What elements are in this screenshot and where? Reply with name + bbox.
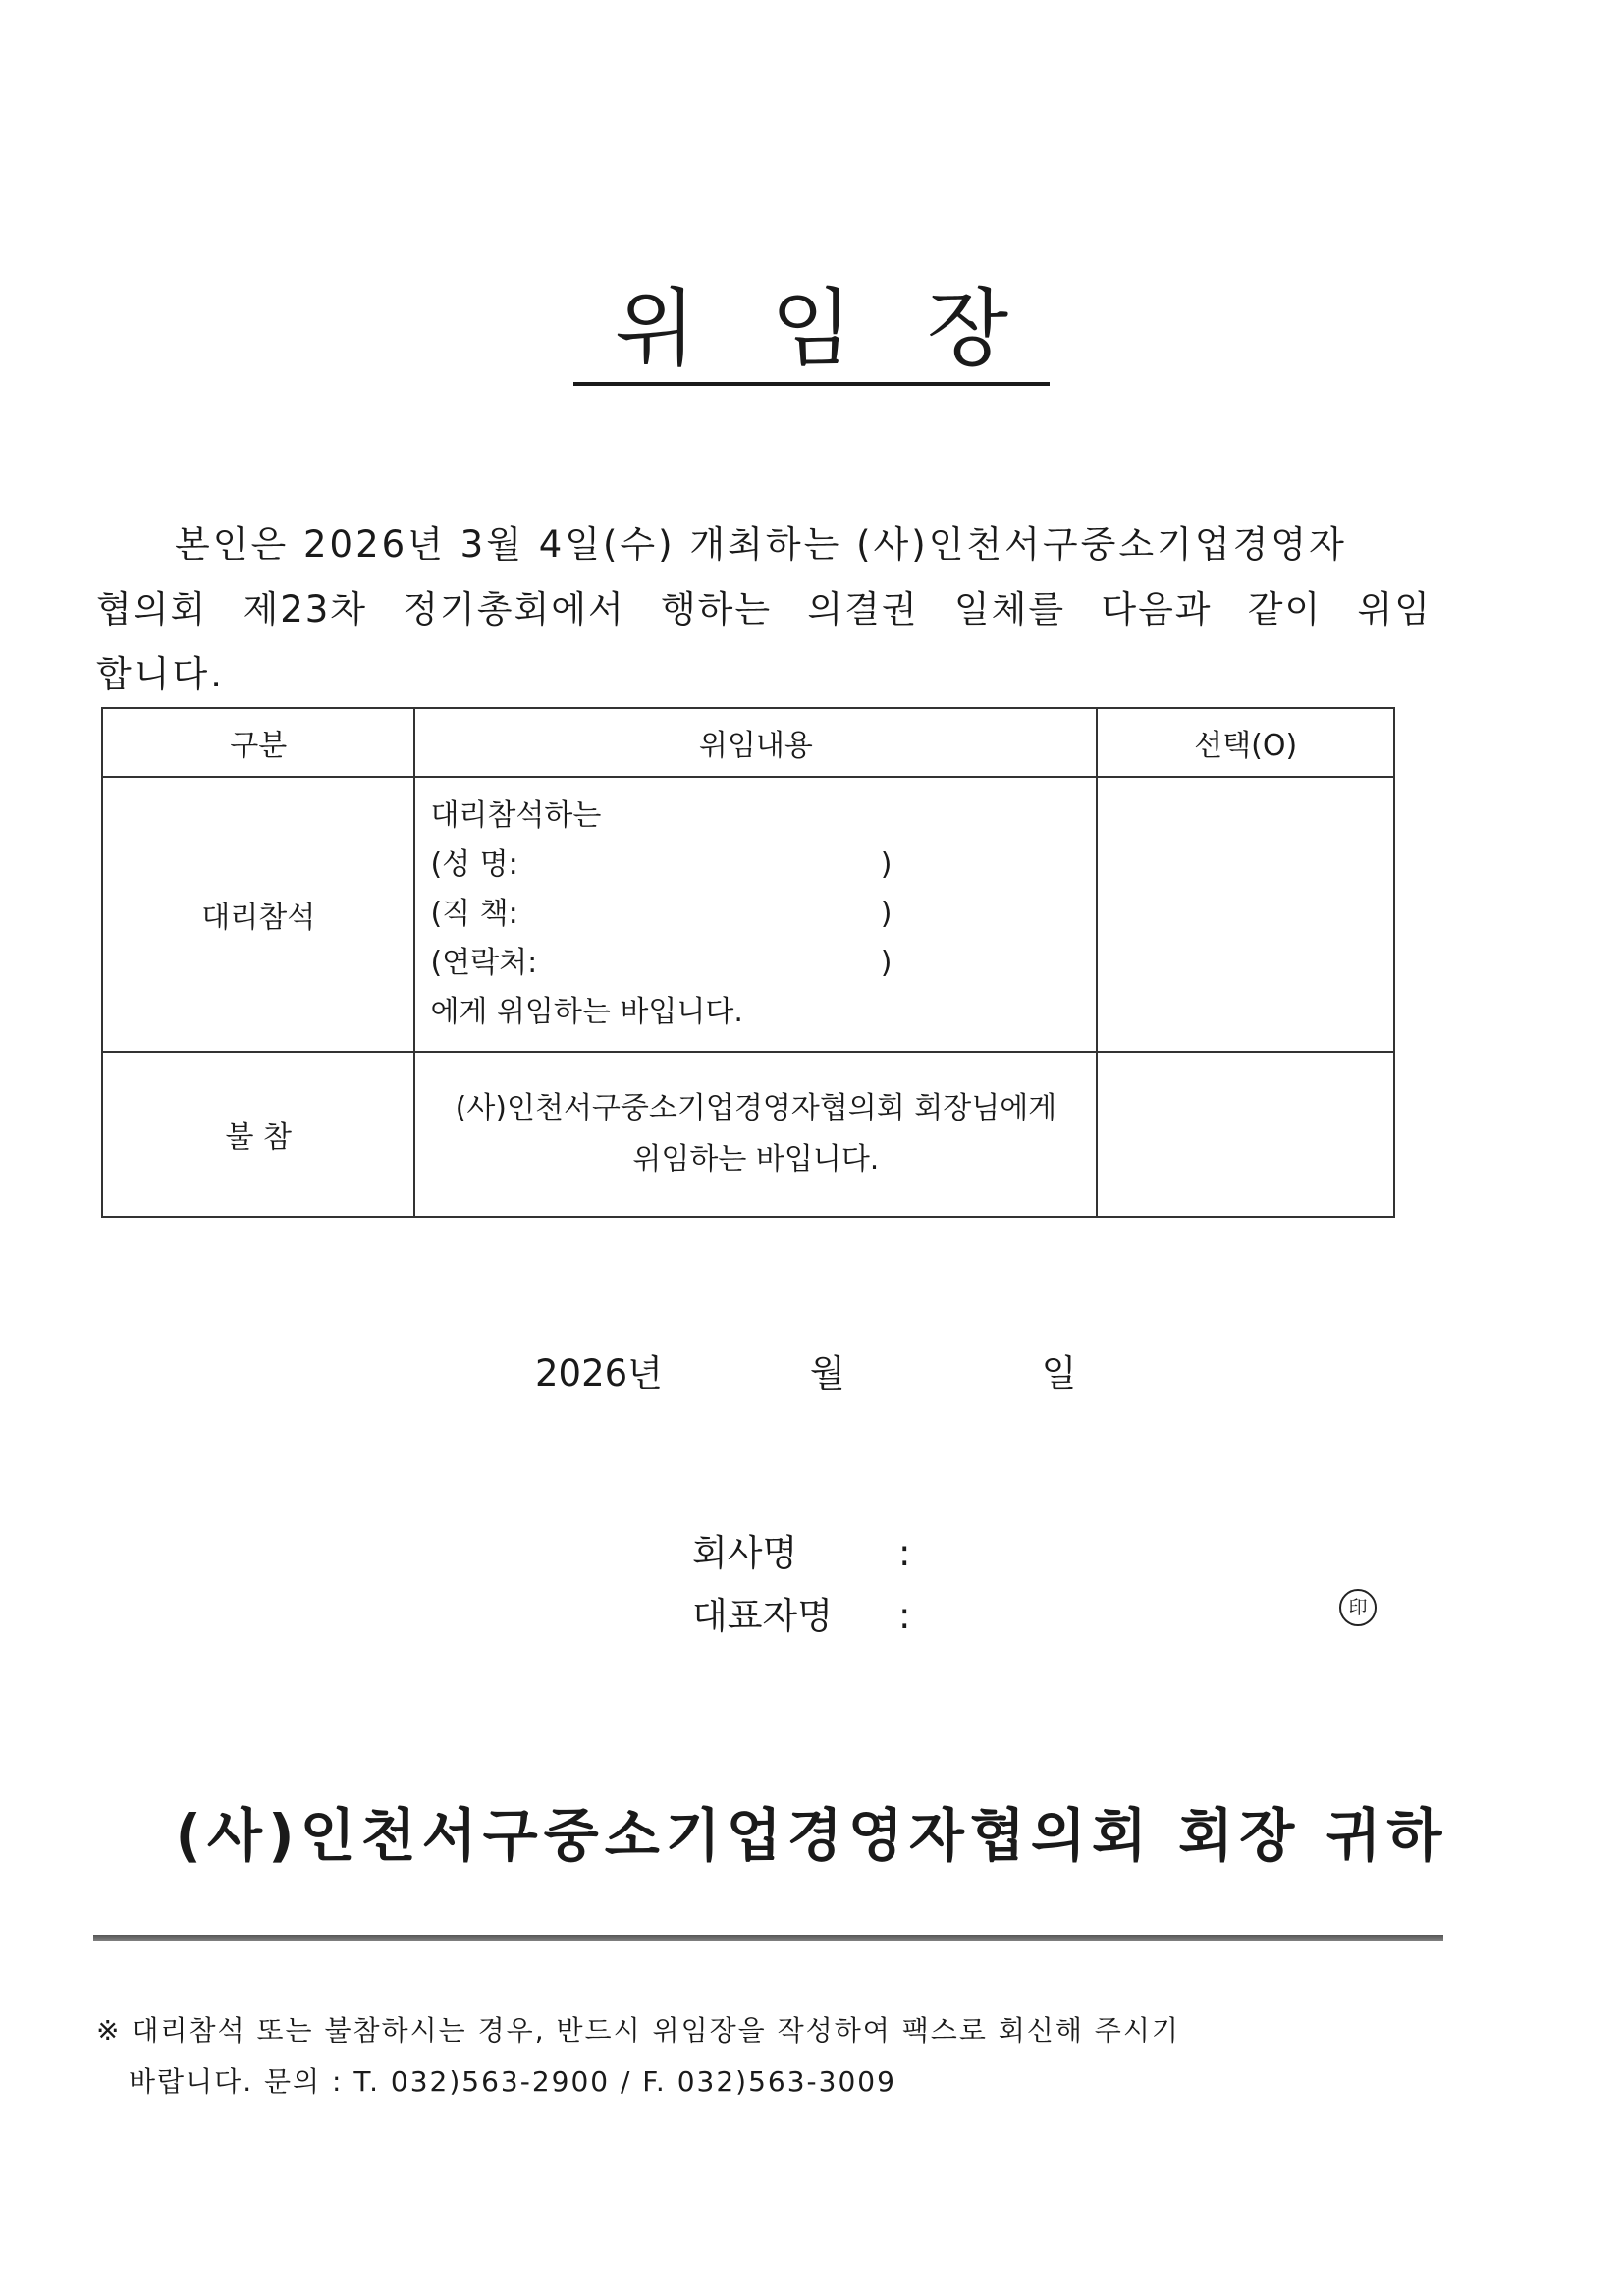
category-absent: 불 참 [102,1052,414,1217]
footnote-line: ※ 대리참석 또는 불참하시는 경우, 반드시 위임장을 작성하여 팩스로 회신해 주시기 [96,2014,1180,2047]
recipient-line: (사)인천서구중소기업경영자협의회 회장 귀하 [175,1802,1448,1869]
selection-cell-representative[interactable] [1097,777,1394,1052]
rep-name-label: (성 명: [430,847,518,882]
rep-name-field[interactable] [430,841,1096,890]
rep-position-field[interactable] [430,890,1096,939]
table-header-row [102,708,1394,777]
title-char: 장 [927,280,1009,378]
selection-cell-absent[interactable] [1097,1052,1394,1217]
close-paren: ) [880,847,893,882]
proxy-table [101,707,1395,1218]
date-year: 2026년 [535,1352,663,1394]
colon: : [898,1595,911,1637]
intro-line: 본인은 2026년 3월 4일(수) 개최하는 (사)인천서구중소기업경영자 [175,523,1347,566]
rep-position-label: (직 책: [430,897,518,931]
colon: : [898,1532,911,1574]
table-row-representative [102,777,1394,1052]
absent-line: 위임하는 바입니다. [632,1142,880,1176]
absent-line: (사)인천서구중소기업경영자협의회 회장님에게 [455,1091,1057,1125]
title-char: 위 [614,280,696,378]
header-category: 구분 [102,708,414,777]
title-char: 임 [770,280,853,378]
document-title [0,280,1623,386]
header-selection: 선택(O) [1097,708,1394,777]
table-row-absent [102,1052,1394,1217]
divider [93,1935,1443,1941]
rep-outro: 에게 위임하는 바입니다. [430,995,743,1029]
rep-contact-field[interactable] [430,939,1096,988]
category-representative: 대리참석 [102,777,414,1052]
footnote [96,2005,1180,2107]
representative-name-label: 대표자명 [692,1595,833,1637]
header-content: 위임내용 [414,708,1097,777]
intro-paragraph [96,513,1432,707]
representative-content [414,777,1097,1052]
seal-mark-icon: 印 [1339,1589,1377,1626]
company-name-label: 회사명 [692,1532,798,1574]
document-title-underlined [573,280,1050,386]
intro-line: 합니다. [96,653,225,695]
footnote-line: 바랍니다. 문의 : T. 032)563-2900 / F. 032)563-3009 [129,2065,896,2098]
absent-content [414,1052,1097,1217]
company-name-row[interactable] [692,1522,910,1585]
rep-intro: 대리참석하는 [430,798,602,833]
representative-name-row[interactable] [692,1585,910,1648]
date-day: 일 [1041,1352,1077,1394]
close-paren: ) [880,897,893,931]
date-month: 월 [809,1352,845,1394]
signer-block [692,1522,910,1648]
close-paren: ) [880,946,893,980]
rep-contact-label: (연락처: [430,946,538,980]
intro-line: 협의회 제23차 정기총회에서 행하는 의결권 일체를 다음과 같이 위임 [96,588,1432,630]
date-line [535,1343,1076,1396]
